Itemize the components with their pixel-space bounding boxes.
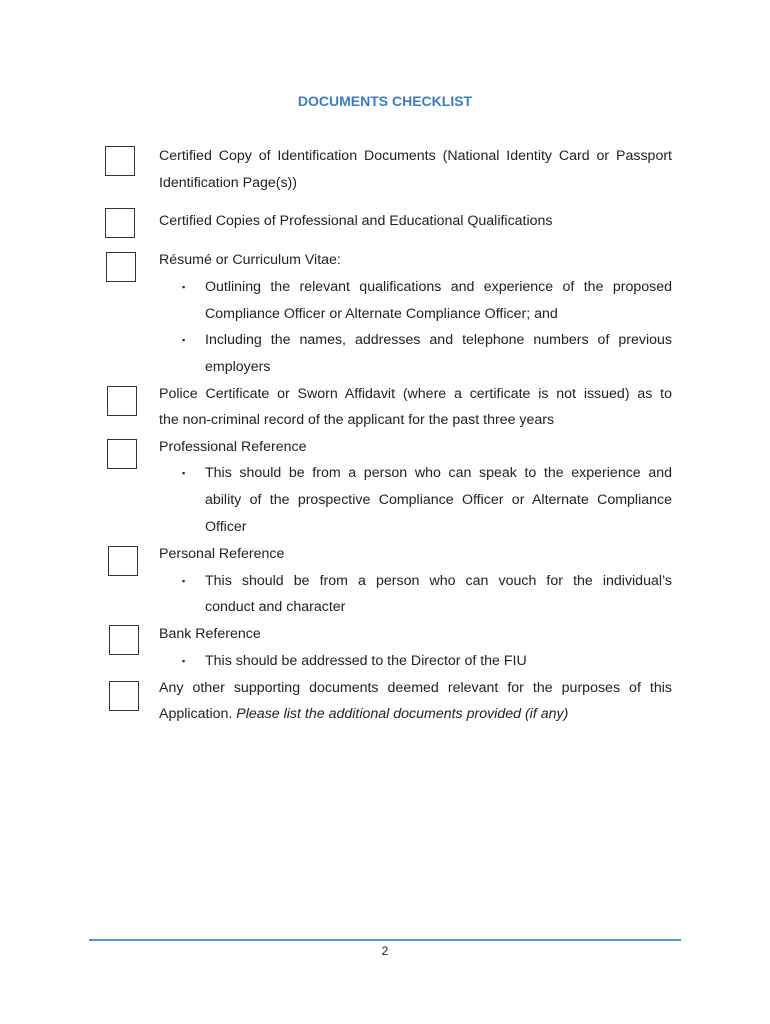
item-personal-ref-line1: Personal Reference bbox=[159, 546, 285, 562]
item-other-line2-plain: Application. bbox=[159, 706, 237, 722]
item-bank-ref-line1: Bank Reference bbox=[159, 626, 261, 642]
item-id-documents-line2: Identification Page(s)) bbox=[159, 175, 298, 191]
item-resume-line1: Résumé or Curriculum Vitae: bbox=[159, 252, 341, 268]
item-resume-bullet2-line1: Including the names, addresses and telephone numbers of previous bbox=[205, 332, 672, 348]
item-professional-ref-bullet1-line1: This should be from a person who can speak to the experience and bbox=[205, 465, 672, 481]
checkbox-personal-reference[interactable] bbox=[108, 546, 138, 576]
item-resume-bullet1-line2: Compliance Officer or Alternate Compliance Officer; and bbox=[205, 306, 558, 322]
bullet-icon: ▪ bbox=[182, 468, 186, 478]
checkbox-police-certificate[interactable] bbox=[107, 386, 137, 416]
item-resume-bullet1-line1: Outlining the relevant qualifications and experience of the proposed bbox=[205, 279, 672, 295]
item-id-documents-line1: Certified Copy of Identification Documents (National Identity Card or Passport bbox=[159, 148, 672, 164]
checkbox-professional-reference[interactable] bbox=[107, 439, 137, 469]
item-police-line2: the non-criminal record of the applicant for the past three years bbox=[159, 412, 555, 428]
item-bank-ref-bullet1-line1: This should be addressed to the Director of the FIU bbox=[205, 653, 527, 669]
item-other-line2-italic: Please list the additional documents provided (if any) bbox=[236, 706, 569, 722]
page-title: DOCUMENTS CHECKLIST bbox=[297, 93, 473, 109]
bullet-icon: ▪ bbox=[182, 282, 186, 292]
item-professional-ref-bullet1-line3: Officer bbox=[205, 519, 247, 535]
page-number: 2 bbox=[381, 944, 389, 958]
item-qualifications-line1: Certified Copies of Professional and Educational Qualifications bbox=[159, 213, 553, 229]
item-resume-bullet2-line2: employers bbox=[205, 359, 271, 375]
item-personal-ref-bullet1-line2: conduct and character bbox=[205, 599, 346, 615]
checkbox-resume[interactable] bbox=[106, 252, 136, 282]
checkbox-qualifications[interactable] bbox=[105, 208, 135, 238]
bullet-icon: ▪ bbox=[182, 656, 186, 666]
checkbox-id-documents[interactable] bbox=[105, 146, 135, 176]
item-other-line1: Any other supporting documents deemed relevant for the purposes of this bbox=[159, 680, 672, 696]
bullet-icon: ▪ bbox=[182, 335, 186, 345]
item-professional-ref-bullet1-line2: ability of the prospective Compliance Officer or Alternate Compliance bbox=[205, 492, 672, 508]
item-other-line2 bbox=[159, 701, 568, 728]
bullet-icon: ▪ bbox=[182, 576, 186, 586]
footer-divider bbox=[89, 939, 681, 941]
item-professional-ref-line1: Professional Reference bbox=[159, 439, 307, 455]
item-personal-ref-bullet1-line1: This should be from a person who can vouch for the individual’s bbox=[205, 573, 672, 589]
checkbox-other-documents[interactable] bbox=[109, 681, 139, 711]
checkbox-bank-reference[interactable] bbox=[109, 625, 139, 655]
item-police-line1: Police Certificate or Sworn Affidavit (where a certificate is not issued) as to bbox=[159, 386, 672, 402]
